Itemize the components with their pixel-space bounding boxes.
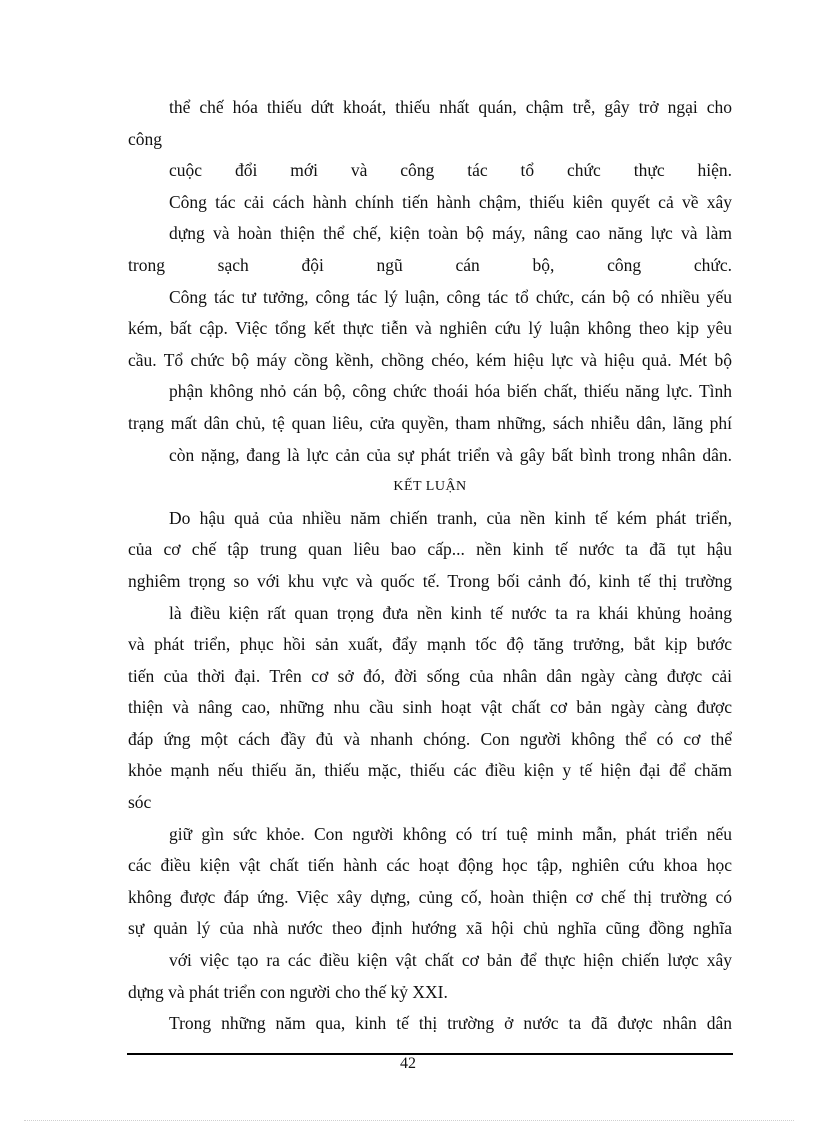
text-line: của cơ chế tập trung quan liêu bao cấp... nền kinh tế nước ta đã tụt hậu: [128, 539, 732, 560]
text-line: dựng và hoàn thiện thể chế, kiện toàn bộ máy, nâng cao năng lực và làm: [169, 223, 732, 244]
text-line: dựng và phát triển con người cho thế kỷ XXI.: [128, 981, 448, 1002]
text-line: là điều kiện rất quan trọng đưa nền kinh tế nước ta ra khái khủng hoảng: [169, 602, 732, 623]
text-line: trong sạch đội ngũ cán bộ, công chức.: [128, 254, 732, 275]
text-line: phận không nhỏ cán bộ, công chức thoái hóa biến chất, thiếu năng lực. Tình: [169, 381, 732, 402]
text-line: nghiêm trọng so với khu vực và quốc tế. Trong bối cảnh đó, kinh tế thị trường: [128, 570, 732, 591]
text-line: thể chế hóa thiếu dứt khoát, thiếu nhất quán, chậm trễ, gây trở ngại cho: [169, 97, 732, 117]
text-line: giữ gìn sức khỏe. Con người không có trí tuệ minh mẫn, phát triển nếu: [169, 823, 732, 844]
text-line: cầu. Tổ chức bộ máy cồng kềnh, chồng chéo, kém hiệu lực và hiệu quả. Mét bộ: [128, 349, 732, 370]
page-bottom-border: [24, 1120, 794, 1121]
text-line: Do hậu quả của nhiều năm chiến tranh, của nền kinh tế kém phát triển,: [169, 507, 732, 528]
page-number: 42: [400, 1055, 416, 1072]
text-line: thiện và nâng cao, những nhu cầu sinh hoạt vật chất cơ bản ngày càng được: [128, 697, 732, 718]
section-heading: KẾT LUẬN: [393, 479, 467, 495]
text-line: đáp ứng một cách đầy đủ và nhanh chóng. Con người không thể có cơ thể: [128, 728, 732, 749]
text-line: và phát triển, phục hồi sản xuất, đẩy mạnh tốc độ tăng trưởng, bắt kịp bước: [128, 634, 732, 655]
text-line: trạng mất dân chủ, tệ quan liêu, cửa quyền, tham những, sách nhiễu dân, lãng phí: [128, 412, 732, 433]
text-line: khỏe mạnh nếu thiếu ăn, thiếu mặc, thiếu các điều kiện y tế hiện đại để chăm: [128, 760, 732, 781]
text-line: kém, bất cập. Việc tổng kết thực tiễn và nghiên cứu lý luận không theo kịp yêu: [128, 318, 732, 339]
text-line: sự quản lý của nhà nước theo định hướng xã hội chủ nghĩa cũng đồng nghĩa: [128, 918, 732, 939]
text-line: Trong những năm qua, kinh tế thị trường ở nước ta đã được nhân dân: [169, 1013, 732, 1034]
text-line: với việc tạo ra các điều kiện vật chất cơ bản để thực hiện chiến lược xây: [169, 950, 732, 971]
text-line: Công tác cải cách hành chính tiến hành chậm, thiếu kiên quyết cả về xây: [169, 191, 732, 212]
text-line: không được đáp ứng. Việc xây dựng, củng cố, hoàn thiện cơ chế thị trường có: [128, 886, 732, 907]
text-line: công: [128, 128, 163, 149]
text-line: các điều kiện vật chất tiến hành các hoạt động học tập, nghiên cứu khoa học: [128, 855, 732, 876]
text-line: sóc: [128, 792, 152, 813]
text-line: còn nặng, đang là lực cản của sự phát triển và gây bất bình trong nhân dân.: [169, 444, 732, 465]
text-line: tiến của thời đại. Trên cơ sở đó, đời sống của nhân dân ngày càng được cải: [128, 665, 732, 686]
text-line: Công tác tư tưởng, công tác lý luận, công tác tổ chức, cán bộ có nhiều yếu: [169, 286, 732, 307]
text-line: cuộc đổi mới và công tác tổ chức thực hiện.: [169, 160, 732, 181]
page-body: [128, 92, 732, 1040]
